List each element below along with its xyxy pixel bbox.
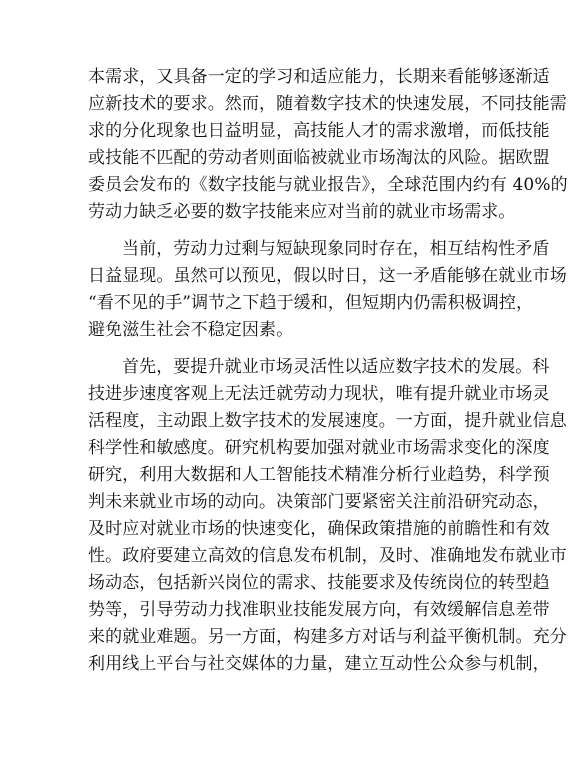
text-line: 本需求，又具备一定的学习和适应能力，长期来看能够逐渐适 [88, 67, 550, 87]
paragraph-2 [88, 236, 567, 344]
text-line: 及时应对就业市场的快速变化，确保政策措施的前瞻性和有效 [88, 519, 550, 539]
paragraph-spacer [88, 344, 500, 354]
paragraph-3 [88, 354, 567, 678]
text-line: 首先，要提升就业市场灵活性以适应数字技术的发展。科 [122, 357, 550, 377]
text-line: 委员会发布的《数字技能与就业报告》，全球范围内约有 40%的 [88, 175, 568, 195]
text-line: 利用线上平台与社交媒体的力量，建立互动性公众参与机制， [88, 654, 550, 674]
text-line: 避免滋生社会不稳定因素。 [88, 320, 294, 340]
text-line: 科学性和敏感度。研究机构要加强对就业市场需求变化的深度 [88, 438, 550, 458]
text-line: “看不见的手”调节之下趋于缓和，但短期内仍需积极调控， [88, 293, 534, 313]
text-line: 性。政府要建立高效的信息发布机制，及时、准确地发布就业市 [88, 546, 567, 566]
text-line: 判未来就业市场的动向。决策部门要紧密关注前沿研究动态， [88, 492, 550, 512]
body-text [88, 64, 568, 678]
text-line: 求的分化现象也日益明显，高技能人才的需求激增，而低技能 [88, 121, 550, 141]
text-line: 活程度，主动跟上数字技术的发展速度。一方面，提升就业信息 [88, 411, 567, 431]
text-line: 研究，利用大数据和人工智能技术精准分析行业趋势，科学预 [88, 465, 550, 485]
text-line: 场动态，包括新兴岗位的需求、技能要求及传统岗位的转型趋 [88, 573, 550, 593]
text-line: 势等，引导劳动力找准职业技能发展方向，有效缓解信息差带 [88, 600, 550, 620]
paragraph-1 [88, 64, 568, 226]
text-line: 来的就业难题。另一方面，构建多方对话与利益平衡机制。充分 [88, 627, 567, 647]
paragraph-spacer [88, 226, 500, 236]
text-line: 日益显现。虽然可以预见，假以时日，这一矛盾能够在就业市场 [88, 266, 567, 286]
text-line: 当前，劳动力过剩与短缺现象同时存在，相互结构性矛盾 [122, 239, 550, 259]
text-line: 技进步速度客观上无法迁就劳动力现状，唯有提升就业市场灵 [88, 384, 550, 404]
text-line: 应新技术的要求。然而，随着数字技术的快速发展，不同技能需 [88, 94, 567, 114]
text-line: 或技能不匹配的劳动者则面临被就业市场淘汰的风险。据欧盟 [88, 148, 550, 168]
text-line: 劳动力缺乏必要的数字技能来应对当前的就业市场需求。 [88, 202, 516, 222]
